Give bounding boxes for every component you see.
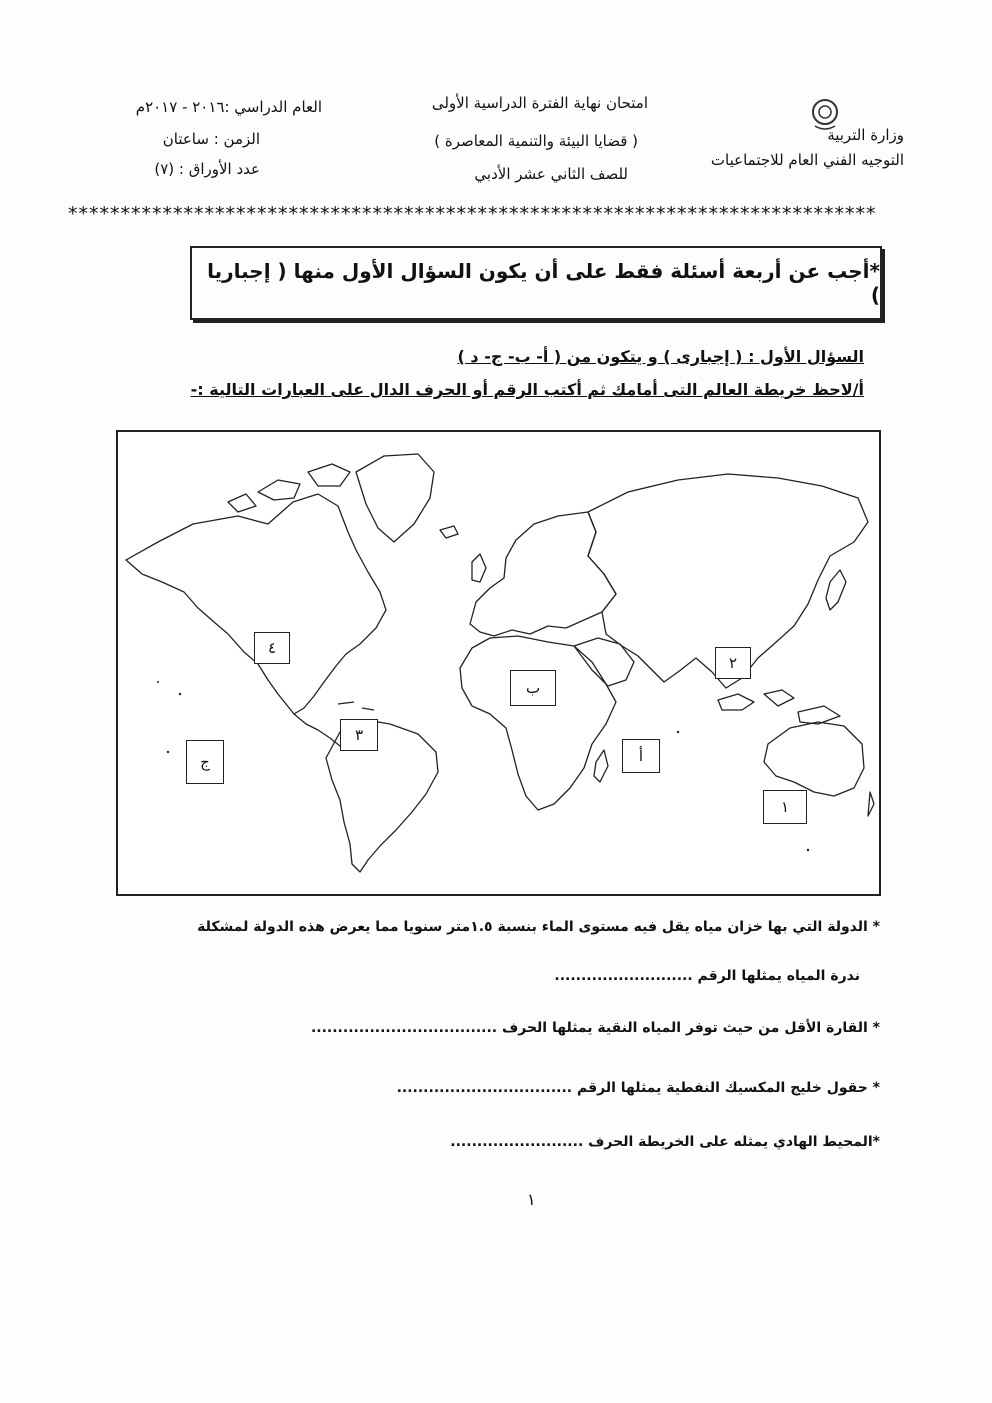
new-zealand-outline (868, 792, 874, 816)
world-map (116, 430, 881, 896)
exam-duration: الزمن : ساعتان (162, 130, 260, 148)
japan-outline (826, 570, 846, 610)
map-label-1: ١ (763, 790, 807, 824)
caribbean-outline (338, 702, 374, 710)
department-name: التوجيه الفني العام للاجتماعيات (710, 151, 904, 169)
statement-1: * الدولة التي بها خزان مياه يقل فيه مستوى الماء بنسبة ١.٥متر سنويا مما يعرض هذه الدولة لمشكلة (197, 919, 880, 935)
africa-outline (460, 636, 616, 810)
subject-title: ( قضايا البيئة والتنمية المعاصرة ) (434, 132, 638, 150)
instruction-box (190, 246, 882, 320)
madagascar-outline (594, 750, 608, 782)
greenland-outline (356, 454, 434, 542)
instruction-text: *أجب عن أربعة أسئلة فقط على أن يكون السؤال الأول منها ( إجباريا ) (207, 259, 880, 307)
map-label-a: أ (622, 739, 660, 773)
statement-3: * حقول خليج المكسيك النفطية يمثلها الرقم ................................. (396, 1080, 880, 1096)
se-asia-islands-outline (718, 690, 840, 724)
question1-title: السؤال الأول : ( إجبارى ) و يتكون من ( أ- ب- ج- د ) (457, 347, 864, 366)
uk-outline (472, 554, 486, 582)
grade-title: للصف الثاني عشر الأدبي (474, 165, 628, 183)
map-label-b: ب (510, 670, 556, 706)
exam-title: امتحان نهاية الفترة الدراسية الأولى (431, 94, 648, 112)
map-label-3: ٣ (340, 719, 378, 751)
map-label-2: ٢ (715, 647, 751, 679)
europe-outline (470, 512, 616, 636)
iceland-outline (440, 526, 458, 538)
arabia-outline (574, 638, 634, 686)
statement-4: *المحيط الهادي يمثله على الخريطة الحرف ......................... (450, 1134, 880, 1150)
statement-2: * القارة الأقل من حيث توفر المياه النقية يمثلها الحرف ................................... (310, 1020, 880, 1036)
world-map-drawing (118, 432, 875, 890)
australia-outline (764, 722, 864, 796)
map-label-j: ج (186, 740, 224, 784)
ministry-name: وزارة التربية (827, 126, 904, 144)
map-label-4: ٤ (254, 632, 290, 664)
pages-count: عدد الأوراق : (٧) (154, 160, 260, 178)
statement-1-continued: ندرة المياه يمثلها الرقم .......................... (554, 968, 860, 984)
page-number: ١ (527, 1190, 536, 1209)
academic-year: العام الدراسي :٢٠١٦ - ٢٠١٧م (135, 98, 322, 116)
north-america-outline (126, 494, 386, 714)
stars-separator: ***************************************************************************** (68, 203, 877, 225)
question1-part-a: أ/لاحظ خريطة العالم التى أمامك ثم أكتب الرقم أو الحرف الدال على العبارات التالية :- (190, 380, 864, 399)
